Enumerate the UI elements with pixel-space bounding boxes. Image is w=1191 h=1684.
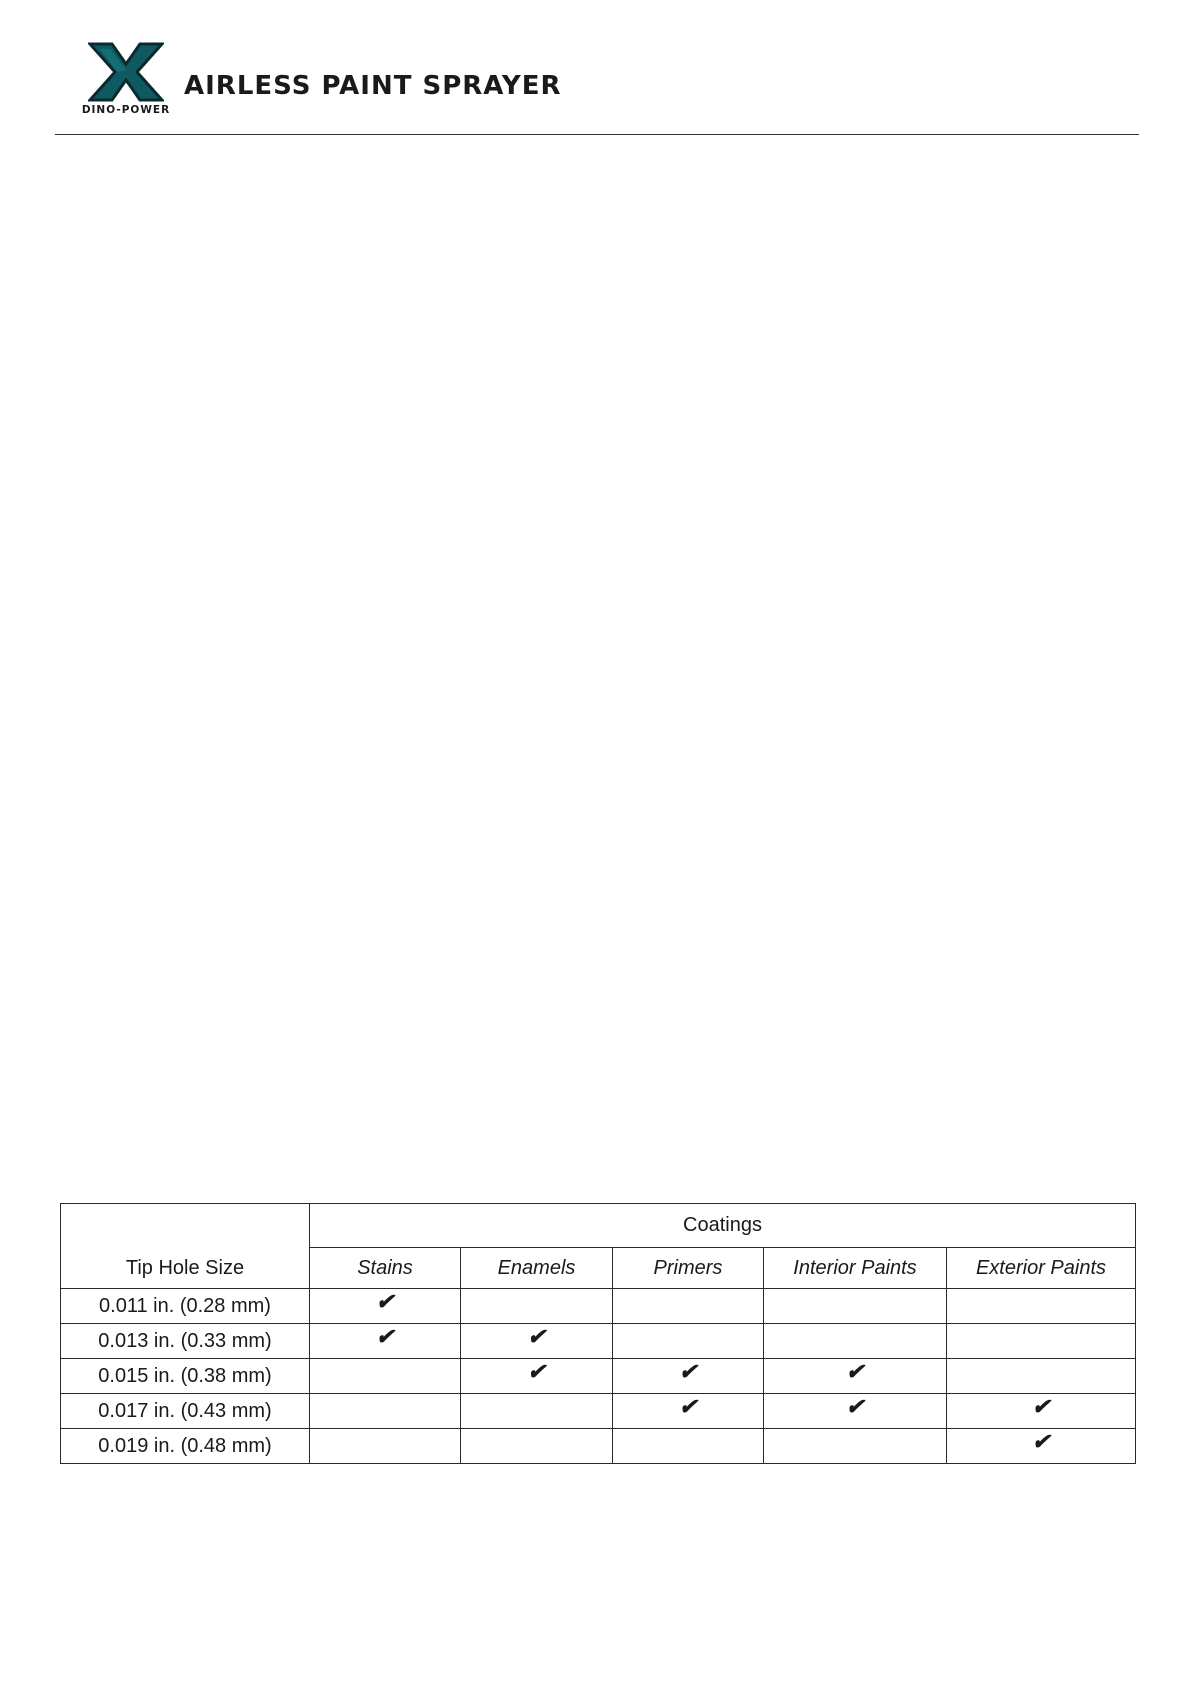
checkmark-icon: ✔ [1031,1394,1051,1419]
tip-size-cell: 0.011 in. (0.28 mm) [61,1289,310,1324]
checkmark-icon: ✔ [375,1324,395,1349]
cell-primers [613,1394,764,1429]
cell-exterior-paints [947,1394,1136,1429]
column-header-enamels: Enamels [461,1248,613,1289]
cell-enamels [461,1429,613,1464]
tip-hole-size-header [61,1204,310,1289]
column-header-interior-paints: Interior Paints [764,1248,947,1289]
tip-table-body [61,1289,1136,1464]
cell-exterior-paints [947,1289,1136,1324]
tip-size-cell: 0.015 in. (0.38 mm) [61,1359,310,1394]
cell-stains [310,1324,461,1359]
cell-enamels [461,1289,613,1324]
checkmark-icon: ✔ [678,1394,698,1419]
logo-caption: DINO-POWER [81,104,171,116]
document-title: AIRLESS PAINT SPRAYER [184,71,562,101]
cell-enamels [461,1324,613,1359]
cell-primers [613,1359,764,1394]
brand-logo [72,42,180,120]
cell-exterior-paints [947,1359,1136,1394]
cell-primers [613,1289,764,1324]
checkmark-icon: ✔ [527,1359,546,1384]
cell-interior-paints [764,1289,947,1324]
cell-stains [310,1394,461,1429]
cell-stains [310,1359,461,1394]
cell-interior-paints [764,1359,947,1394]
tip-size-cell: 0.017 in. (0.43 mm) [61,1394,310,1429]
coatings-header: Coatings [310,1204,1136,1248]
column-header-exterior-paints: Exterior Paints [947,1248,1136,1289]
cell-interior-paints [764,1394,947,1429]
cell-stains [310,1289,461,1324]
cell-stains [310,1429,461,1464]
tip-size-cell: 0.013 in. (0.33 mm) [61,1324,310,1359]
cell-interior-paints [764,1429,947,1464]
column-header-primers: Primers [613,1248,764,1289]
cell-enamels [461,1394,613,1429]
table-row [61,1359,1136,1394]
x-logo-icon [88,42,164,102]
table-row [61,1394,1136,1429]
table-row [61,1429,1136,1464]
cell-exterior-paints [947,1324,1136,1359]
checkmark-icon: ✔ [845,1359,865,1384]
checkmark-icon: ✔ [845,1394,865,1419]
table-row [61,1324,1136,1359]
checkmark-icon: ✔ [375,1289,395,1314]
cell-exterior-paints [947,1429,1136,1464]
tip-size-cell: 0.019 in. (0.48 mm) [61,1429,310,1464]
cell-primers [613,1429,764,1464]
table-group-header-row [61,1204,1136,1248]
cell-primers [613,1324,764,1359]
checkmark-icon: ✔ [678,1359,698,1384]
page-header [0,0,1191,140]
column-header-stains: Stains [310,1248,461,1289]
cell-enamels [461,1359,613,1394]
table-row [61,1289,1136,1324]
cell-interior-paints [764,1324,947,1359]
tip-size-table [60,1203,1136,1464]
header-divider [55,134,1139,135]
tip-hole-size-label: Tip Hole Size [125,1257,245,1279]
checkmark-icon: ✔ [527,1324,546,1349]
checkmark-icon: ✔ [1031,1429,1051,1454]
